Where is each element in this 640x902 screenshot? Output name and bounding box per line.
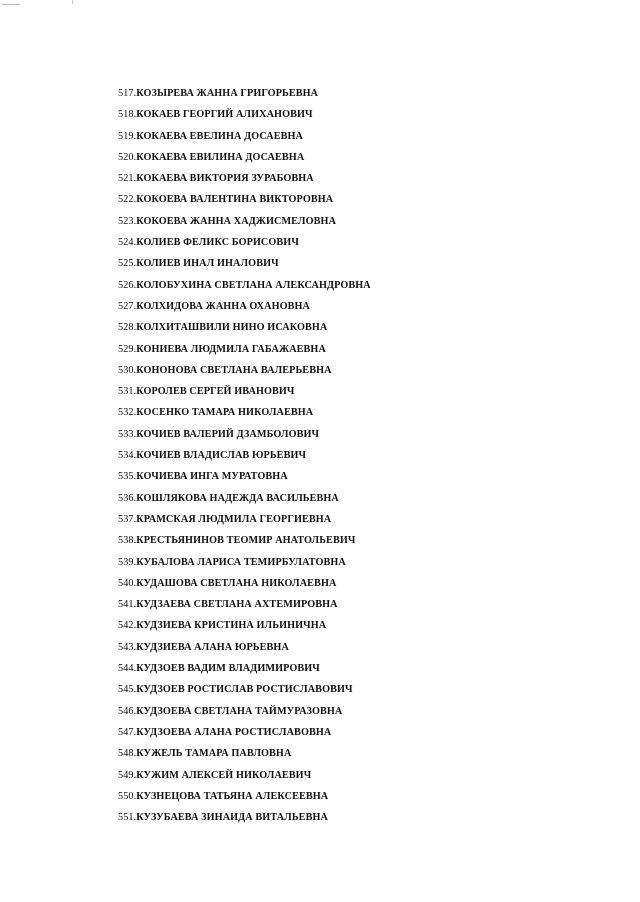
entry-name: КОКАЕВА ВИКТОРИЯ ЗУРАБОВНА: [136, 173, 314, 185]
entry-name: КОНОНОВА СВЕТЛАНА ВАЛЕРЬЕВНА: [136, 364, 332, 376]
entry-number: 550.: [118, 790, 137, 802]
entry-number: 533.: [118, 428, 137, 440]
list-item: [118, 130, 371, 151]
entry-name: КРЕСТЬЯНИНОВ ТЕОМИР АНАТОЛЬЕВИЧ: [136, 535, 356, 547]
list-item: [118, 705, 371, 726]
entry-name: КОЧИЕВ ВЛАДИСЛАВ ЮРЬЕВИЧ: [136, 450, 307, 462]
list-item: [118, 172, 371, 193]
entry-number: 541.: [118, 599, 137, 611]
entry-name: КУДЗИЕВА АЛАНА ЮРЬЕВНА: [136, 641, 289, 653]
entry-number: 525.: [118, 258, 137, 270]
list-item: [118, 428, 371, 449]
list-item: [118, 470, 371, 491]
entry-name: КОЗЫРЕВА ЖАННА ГРИГОРЬЕВНА: [136, 88, 319, 99]
entry-name: КОКОЕВА ВАЛЕНТИНА ВИКТОРОВНА: [136, 194, 334, 206]
entry-number: 546.: [118, 705, 137, 717]
entry-name: КОЛИЕВ ИНАЛ ИНАЛОВИЧ: [136, 258, 279, 270]
entry-name: КУДЗОЕВА СВЕТЛАНА ТАЙМУРАЗОВНА: [136, 705, 343, 717]
entry-name: КУЖИМ АЛЕКСЕЙ НИКОЛАЕВИЧ: [136, 769, 312, 781]
list-item: [118, 236, 371, 257]
entry-number: 537.: [118, 513, 137, 525]
list-item: [118, 279, 371, 300]
list-item: [118, 364, 371, 385]
page-corner-mark: [2, 0, 20, 5]
list-item: [118, 108, 371, 129]
list-item: [118, 811, 371, 832]
list-item: [118, 662, 371, 683]
entry-number: 526.: [118, 279, 137, 291]
list-item: [118, 577, 371, 598]
entry-name: КОНИЕВА ЛЮДМИЛА ГАБАЖАЕВНА: [136, 343, 326, 355]
entry-number: 547.: [118, 726, 137, 738]
list-item: [118, 641, 371, 662]
entry-number: 531.: [118, 386, 137, 398]
entry-number: 542.: [118, 620, 137, 632]
entry-number: 540.: [118, 577, 137, 589]
entry-name: КОЧИЕВ ВАЛЕРИЙ ДЗАМБОЛОВИЧ: [136, 428, 320, 440]
entry-name: КУБАЛОВА ЛАРИСА ТЕМИРБУЛАТОВНА: [136, 556, 346, 568]
entry-number: 520.: [118, 151, 137, 163]
list-item: [118, 343, 371, 364]
entry-number: 532.: [118, 407, 137, 419]
entry-name: КОЛИЕВ ФЕЛИКС БОРИСОВИЧ: [136, 237, 299, 249]
entry-number: 535.: [118, 471, 137, 483]
entry-number: 529.: [118, 343, 137, 355]
entry-number: 538.: [118, 535, 137, 547]
list-item: [118, 619, 371, 640]
list-item: [118, 87, 371, 108]
list-item: [118, 726, 371, 747]
entry-name: КУДАШОВА СВЕТЛАНА НИКОЛАЕВНА: [136, 577, 337, 589]
entry-name: КОЛОБУХИНА СВЕТЛАНА АЛЕКСАНДРОВНА: [136, 279, 371, 291]
entry-name: КУДЗИЕВА КРИСТИНА ИЛЬИНИЧНА: [136, 620, 327, 632]
entry-number: 539.: [118, 556, 137, 568]
entry-name: КОШЛЯКОВА НАДЕЖДА ВАСИЛЬЕВНА: [136, 492, 339, 504]
entry-number: 524.: [118, 237, 137, 249]
entry-number: 543.: [118, 641, 137, 653]
entry-name: КОЧИЕВА ИНГА МУРАТОВНА: [136, 471, 288, 483]
list-item: [118, 598, 371, 619]
entry-number: 517.: [118, 88, 137, 99]
entry-number: 548.: [118, 748, 137, 760]
entry-name: КОСЕНКО ТАМАРА НИКОЛАЕВНА: [136, 407, 314, 419]
entry-name: КУДЗОЕВА АЛАНА РОСТИСЛАВОВНА: [136, 726, 332, 738]
list-item: [118, 513, 371, 534]
entry-name: КУДЗОЕВ ВАДИМ ВЛАДИМИРОВИЧ: [136, 663, 320, 675]
entry-number: 521.: [118, 173, 137, 185]
entry-name: КУДЗОЕВ РОСТИСЛАВ РОСТИСЛАВОВИЧ: [136, 684, 353, 696]
entry-name: КУЗНЕЦОВА ТАТЬЯНА АЛЕКСЕЕВНА: [136, 790, 329, 802]
entry-name: КУЖЕЛЬ ТАМАРА ПАВЛОВНА: [136, 748, 292, 760]
name-list: [118, 87, 371, 832]
list-item: [118, 321, 371, 342]
list-item: [118, 534, 371, 555]
list-item: [118, 769, 371, 790]
entry-number: 518.: [118, 109, 137, 121]
list-item: [118, 449, 371, 470]
entry-name: КОКОЕВА ЖАННА ХАДЖИСМЕЛОВНА: [136, 215, 337, 227]
list-item: [118, 193, 371, 214]
entry-name: КОКАЕВА ЕВЕЛИНА ДОСАЕВНА: [136, 130, 304, 142]
list-item: [118, 406, 371, 427]
list-item: [118, 151, 371, 172]
entry-number: 527.: [118, 300, 137, 312]
list-item: [118, 300, 371, 321]
entry-number: 523.: [118, 215, 137, 227]
list-item: [118, 257, 371, 278]
entry-number: 544.: [118, 663, 137, 675]
entry-name: КОКАЕВ ГЕОРГИЙ АЛИХАНОВИЧ: [136, 109, 313, 121]
entry-name: КУДЗАЕВА СВЕТЛАНА АХТЕМИРОВНА: [136, 599, 338, 611]
entry-name: КУЗУБАЕВА ЗИНАИДА ВИТАЛЬЕВНА: [136, 812, 328, 824]
list-item: [118, 790, 371, 811]
entry-number: 536.: [118, 492, 137, 504]
list-item: [118, 385, 371, 406]
entry-number: 519.: [118, 130, 137, 142]
list-item: [118, 683, 371, 704]
entry-number: 551.: [118, 812, 137, 824]
entry-name: КОРОЛЕВ СЕРГЕЙ ИВАНОВИЧ: [136, 386, 295, 398]
entry-name: КРАМСКАЯ ЛЮДМИЛА ГЕОРГИЕВНА: [136, 513, 332, 525]
list-item: [118, 747, 371, 768]
list-item: [118, 492, 371, 513]
entry-name: КОЛХИДОВА ЖАННА ОХАНОВНА: [136, 300, 310, 312]
entry-number: 534.: [118, 450, 137, 462]
entry-number: 549.: [118, 769, 137, 781]
entry-number: 545.: [118, 684, 137, 696]
entry-number: 522.: [118, 194, 137, 206]
entry-name: КОЛХИТАШВИЛИ НИНО ИСАКОВНА: [136, 322, 328, 334]
list-item: [118, 215, 371, 236]
list-item: [118, 556, 371, 577]
entry-number: 528.: [118, 322, 137, 334]
entry-name: КОКАЕВА ЕВИЛИНА ДОСАЕВНА: [136, 151, 305, 163]
entry-number: 530.: [118, 364, 137, 376]
